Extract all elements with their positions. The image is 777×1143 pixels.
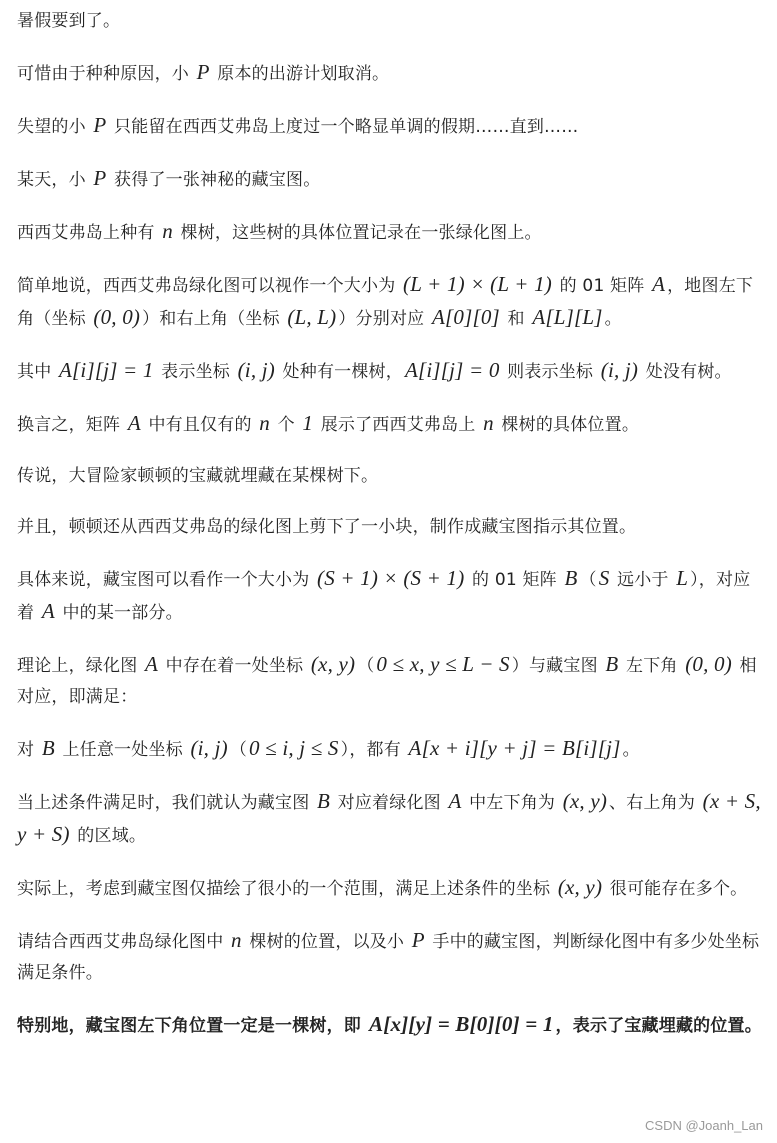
paragraph [17, 563, 767, 629]
math-expression: L [676, 566, 689, 590]
math-expression: (i, j) [190, 736, 228, 760]
text-run: 棵树的位置，以及小 [243, 932, 410, 952]
math-expression: P [196, 60, 210, 84]
text-run: ），对应着 [17, 570, 751, 623]
math-expression: (L, L) [287, 305, 337, 329]
math-expression: A[0][0] [431, 305, 500, 329]
math-expression: A[L][L] [532, 305, 603, 329]
text-run: 很可能存在多个。 [604, 879, 748, 899]
math-expression: n [162, 219, 173, 243]
text-run: ）分别对应 [338, 309, 430, 329]
text-run: 和 [501, 309, 531, 329]
paragraph [17, 925, 767, 989]
text-run: 实际上，考虑到藏宝图仅描绘了很小的一个范围，满足上述条件的坐标 [17, 879, 556, 899]
paragraph [17, 57, 767, 90]
text-run: （ [579, 570, 597, 590]
math-expression: S [598, 566, 610, 590]
math-expression: A [652, 272, 666, 296]
text-run: ，表示了宝藏埋藏的位置。 [555, 1016, 762, 1036]
math-expression: A [145, 652, 159, 676]
text-run: 棵树，这些树的具体位置记录在一张绿化图上。 [174, 223, 542, 243]
text-run: 的 01 矩阵 [466, 570, 563, 590]
text-run: 手中的藏宝图，判断绿化图中有多少处坐标满足条件。 [17, 932, 760, 983]
math-expression: (i, j) [237, 358, 275, 382]
paragraph [17, 408, 767, 441]
text-run: 可惜由于种种原因，小 [17, 64, 195, 84]
math-expression: B [564, 566, 578, 590]
text-run: 、右上角为 [609, 793, 701, 813]
text-run: 失望的小 [17, 117, 92, 137]
paragraph [17, 786, 767, 852]
paragraph [17, 872, 767, 905]
math-expression: (0, 0) [685, 652, 732, 676]
watermark: CSDN @Joanh_Lan [645, 1118, 763, 1133]
text-run: 某天，小 [17, 170, 92, 190]
math-expression: A [448, 789, 462, 813]
text-run: 中的某一部分。 [56, 603, 183, 623]
math-expression: (i, j) [600, 358, 639, 382]
text-run: 对 [17, 740, 40, 760]
text-run: 左下角 [620, 656, 684, 676]
text-run: ）与藏宝图 [511, 656, 604, 676]
text-run: 中有且仅有的 [142, 415, 258, 435]
text-run: 理论上，绿化图 [17, 656, 144, 676]
text-run: 远小于 [611, 570, 675, 590]
text-run: 其中 [17, 362, 58, 382]
text-run: 。 [622, 740, 640, 760]
text-run: 换言之，矩阵 [17, 415, 126, 435]
text-run: 的 01 矩阵 [554, 276, 651, 296]
text-run: 棵树的具体位置。 [495, 415, 640, 435]
text-run: （ [357, 656, 375, 676]
text-run: 的区域。 [71, 826, 147, 846]
math-expression: A[x + i][y + j] = B[i][j] [408, 736, 621, 760]
text-run: ）和右上角（坐标 [142, 309, 286, 329]
math-expression: 0 ≤ i, j ≤ S [249, 736, 339, 760]
text-run: 中存在着一处坐标 [160, 656, 309, 676]
text-run: 特别地，藏宝图左下角位置一定是一棵树，即 [17, 1016, 368, 1036]
text-run: 并且，顿顿还从西西艾弗岛的绿化图上剪下了一小块，制作成藏宝图指示其位置。 [17, 517, 637, 537]
text-run: 暑假要到了。 [17, 11, 121, 31]
text-run: ），都有 [340, 740, 407, 760]
text-run: 则表示坐标 [501, 362, 599, 382]
math-expression: 0 ≤ x, y ≤ L − S [376, 652, 510, 676]
text-run: 请结合西西艾弗岛绿化图中 [17, 932, 230, 952]
math-expression: A [127, 411, 141, 435]
math-expression: A[i][j] = 1 [59, 358, 154, 382]
text-run: 简单地说，西西艾弗岛绿化图可以视作一个大小为 [17, 276, 402, 296]
paragraph [17, 355, 767, 388]
math-expression: (x, y) [562, 789, 608, 813]
text-run: 当上述条件满足时，我们就认为藏宝图 [17, 793, 316, 813]
math-expression: P [411, 928, 425, 952]
paragraph [17, 733, 767, 766]
math-expression: P [93, 166, 107, 190]
math-expression: A [41, 599, 55, 623]
math-expression: B [41, 736, 55, 760]
text-run: 。 [604, 309, 622, 329]
text-run: 传说，大冒险家顿顿的宝藏就埋藏在某棵树下。 [17, 466, 379, 486]
text-run: 处没有树。 [640, 362, 732, 382]
text-run: 原本的出游计划取消。 [211, 64, 390, 84]
paragraph [17, 649, 767, 713]
paragraph [17, 110, 767, 143]
text-run: 中左下角为 [463, 793, 561, 813]
paragraph [17, 6, 767, 37]
paragraph [17, 461, 767, 492]
math-expression: B [317, 789, 331, 813]
paragraph [17, 1009, 767, 1042]
math-expression: (0, 0) [93, 305, 141, 329]
math-expression: (x + S, y + S) [17, 789, 761, 846]
text-run: 相对应，即满足： [17, 656, 757, 707]
paragraph [17, 163, 767, 196]
math-expression: (S + 1) × (S + 1) [317, 566, 465, 590]
text-run: 获得了一张神秘的藏宝图。 [108, 170, 321, 190]
paragraph [17, 269, 767, 335]
math-expression: B [605, 652, 619, 676]
text-run: 展示了西西艾弗岛上 [315, 415, 482, 435]
text-run: 对应着绿化图 [332, 793, 447, 813]
math-expression: (L + 1) × (L + 1) [403, 272, 553, 296]
math-expression: n [231, 928, 242, 952]
text-run: 只能留在西西艾弗岛上度过一个略显单调的假期……直到…… [108, 117, 579, 137]
math-expression: (x, y) [310, 652, 356, 676]
math-expression: 1 [302, 411, 314, 435]
text-run: 表示坐标 [155, 362, 236, 382]
math-expression: A[i][j] = 0 [404, 358, 500, 382]
text-run: 处种有一棵树， [276, 362, 403, 382]
paragraph [17, 512, 767, 543]
math-expression: P [93, 113, 107, 137]
math-expression: A[x][y] = B[0][0] = 1 [369, 1012, 554, 1036]
text-run: 西西艾弗岛上种有 [17, 223, 161, 243]
math-expression: (x, y) [557, 875, 603, 899]
text-run: （ [229, 740, 248, 760]
text-run: 具体来说，藏宝图可以看作一个大小为 [17, 570, 316, 590]
math-expression: n [259, 411, 270, 435]
text-run: ，地图左下角（坐标 [17, 276, 754, 329]
text-run: 个 [271, 415, 301, 435]
paragraph [17, 216, 767, 249]
math-expression: n [483, 411, 494, 435]
text-run: 上任意一处坐标 [56, 740, 189, 760]
